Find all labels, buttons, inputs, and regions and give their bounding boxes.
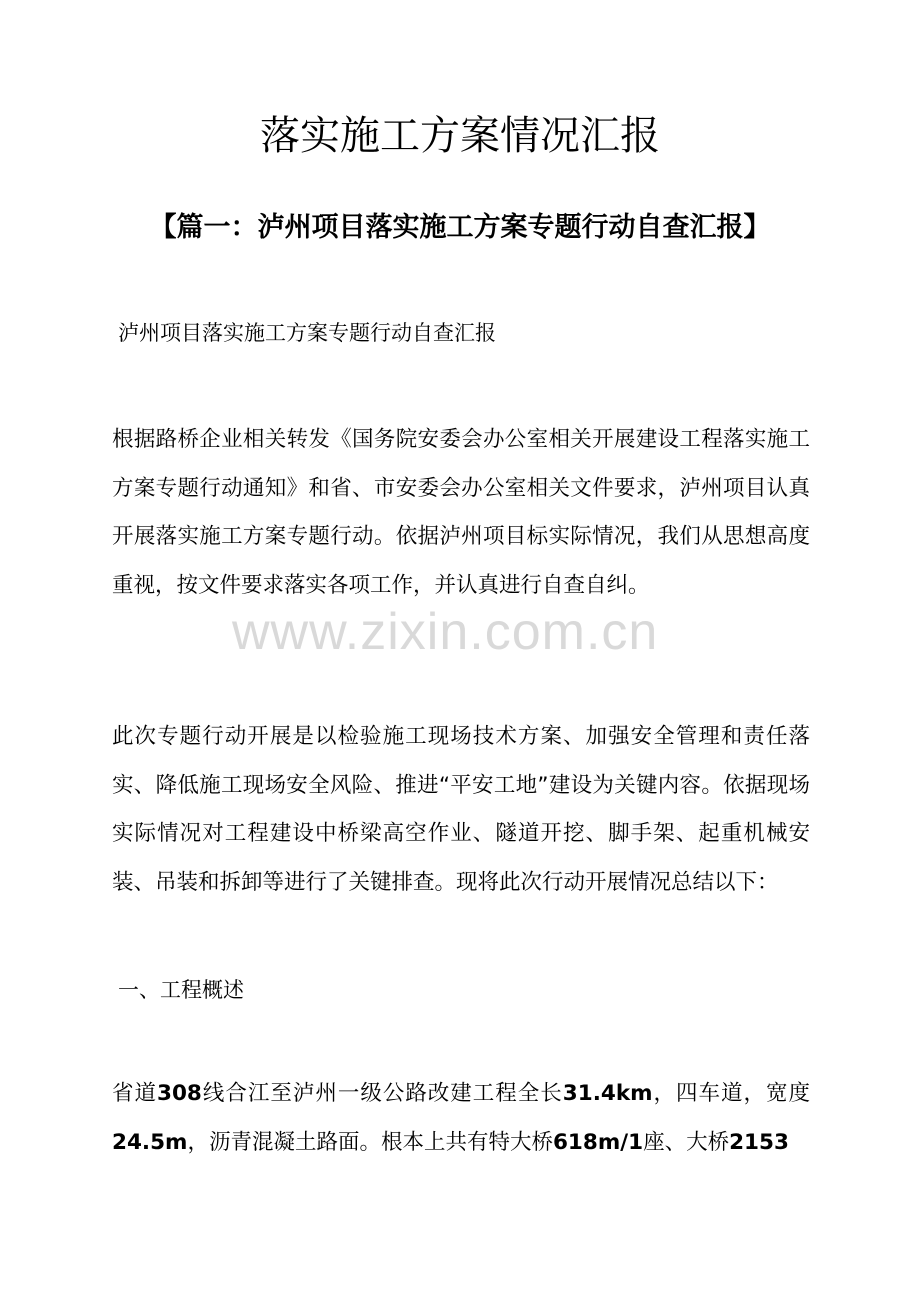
bold-value: 308 [157,1081,202,1106]
section-heading-overview: 一、工程概述 [118,978,244,1002]
text-run: ，沥青混凝土路面。根本上共有特大桥 [187,1129,553,1155]
paragraph-project-overview [112,1070,810,1167]
text-run: 省道 [112,1081,157,1106]
document-subtitle: 【篇一：泸州项目落实施工方案专题行动自查汇报】 [149,212,771,243]
bold-value: 2153 [729,1129,789,1155]
bold-value: 618m/1 [552,1129,644,1155]
bold-value: 31.4km [562,1081,653,1106]
bold-value: 24.5m [112,1129,188,1155]
report-heading: 泸州项目落实施工方案专题行动自查汇报 [118,321,496,345]
paragraph-intro: 根据路桥企业相关转发《国务院安委会办公室相关开展建设工程落实施工方案专题行动通知》和省、市安委会办公室相关文件要求，泸州项目认真开展落实施工方案专题行动。依据泸州项目标实际情况，我们从思想高度重视，按文件要求落实各项工作，并认真进行自查自纠。 [112,427,810,598]
document-title: 落实施工方案情况汇报 [260,113,660,159]
watermark-text: www.zixin.com.cn [232,603,659,661]
text-run: 线合江至泸州一级公路改建工程全长 [201,1081,563,1106]
paragraph-scope: 此次专题行动开展是以检验施工现场技术方案、加强安全管理和责任落实、降低施工现场安全风险、推进“平安工地”建设为关键内容。依据现场实际情况对工程建设中桥梁高空作业、隧道开挖、脚手架、起重机械安装、吊装和拆卸等进行了关键排查。现将此次行动开展情况总结以下： [112,724,810,895]
text-run: ，四车道，宽度 [652,1081,810,1106]
text-run: 座、大桥 [643,1129,730,1155]
